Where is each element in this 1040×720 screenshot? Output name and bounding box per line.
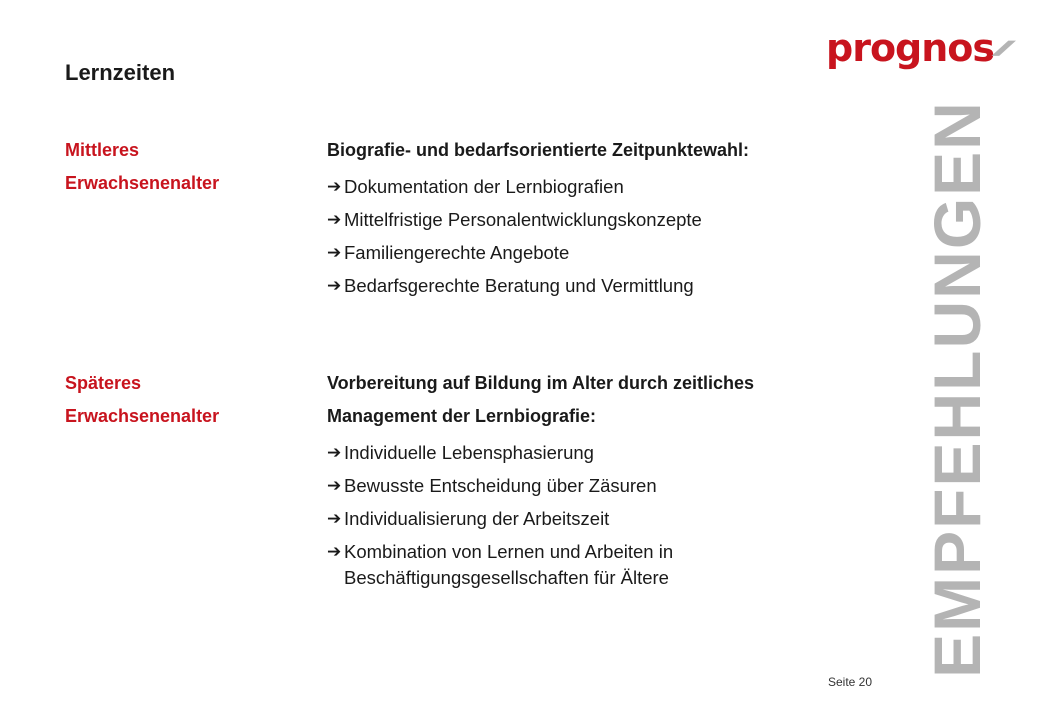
- list-item: [327, 207, 917, 233]
- section-heading: Biografie- und bedarfsorientierte Zeitpunktewahl:: [327, 140, 750, 160]
- list-item: [327, 440, 917, 466]
- arrow-right-icon: ➔: [327, 177, 342, 196]
- prognos-swoosh-icon: [990, 36, 1016, 62]
- bullet-list: [327, 440, 917, 591]
- section-label-spaeteres: Späteres Erwachsenenalter: [65, 373, 220, 426]
- arrow-right-icon: ➔: [327, 476, 342, 495]
- bullet-text: Kombination von Lernen und Arbeiten in Beschäftigungsgesellschaften für Ältere: [344, 541, 674, 588]
- bullet-text: Mittelfristige Personalentwicklungskonzepte: [344, 209, 702, 230]
- bullet-text: Dokumentation der Lernbiografien: [344, 176, 624, 197]
- arrow-right-icon: ➔: [327, 542, 342, 561]
- list-item: [327, 273, 917, 299]
- section-label-mittleres: Mittleres Erwachsenenalter: [65, 140, 220, 193]
- section-heading: Vorbereitung auf Bildung im Alter durch zeitliches Management der Lernbiografie:: [327, 373, 755, 426]
- bullet-text: Individuelle Lebensphasierung: [344, 442, 594, 463]
- vertical-label-text: EMPFEHLUNGEN: [920, 100, 994, 678]
- section-body-spaeteres: [327, 367, 917, 591]
- section-body-mittleres: [327, 134, 917, 299]
- arrow-right-icon: ➔: [327, 243, 342, 262]
- arrow-right-icon: ➔: [327, 210, 342, 229]
- list-item: [327, 473, 917, 499]
- list-item: [327, 240, 917, 266]
- arrow-right-icon: ➔: [327, 509, 342, 528]
- list-item: [327, 174, 917, 200]
- vertical-label: [912, 100, 1002, 678]
- bullet-text: Bewusste Entscheidung über Zäsuren: [344, 475, 657, 496]
- prognos-logo: [826, 24, 1016, 72]
- page-number: Seite 20: [828, 675, 873, 689]
- logo-text: prognos: [826, 26, 995, 70]
- bullet-text: Individualisierung der Arbeitszeit: [344, 508, 610, 529]
- bullet-text: Familiengerechte Angebote: [344, 242, 570, 263]
- arrow-right-icon: ➔: [327, 443, 342, 462]
- bullet-text: Bedarfsgerechte Beratung und Vermittlung: [344, 275, 694, 296]
- bullet-list: [327, 174, 917, 299]
- arrow-right-icon: ➔: [327, 276, 342, 295]
- list-item: [327, 539, 917, 591]
- list-item: [327, 506, 917, 532]
- page-title: Lernzeiten: [65, 60, 176, 85]
